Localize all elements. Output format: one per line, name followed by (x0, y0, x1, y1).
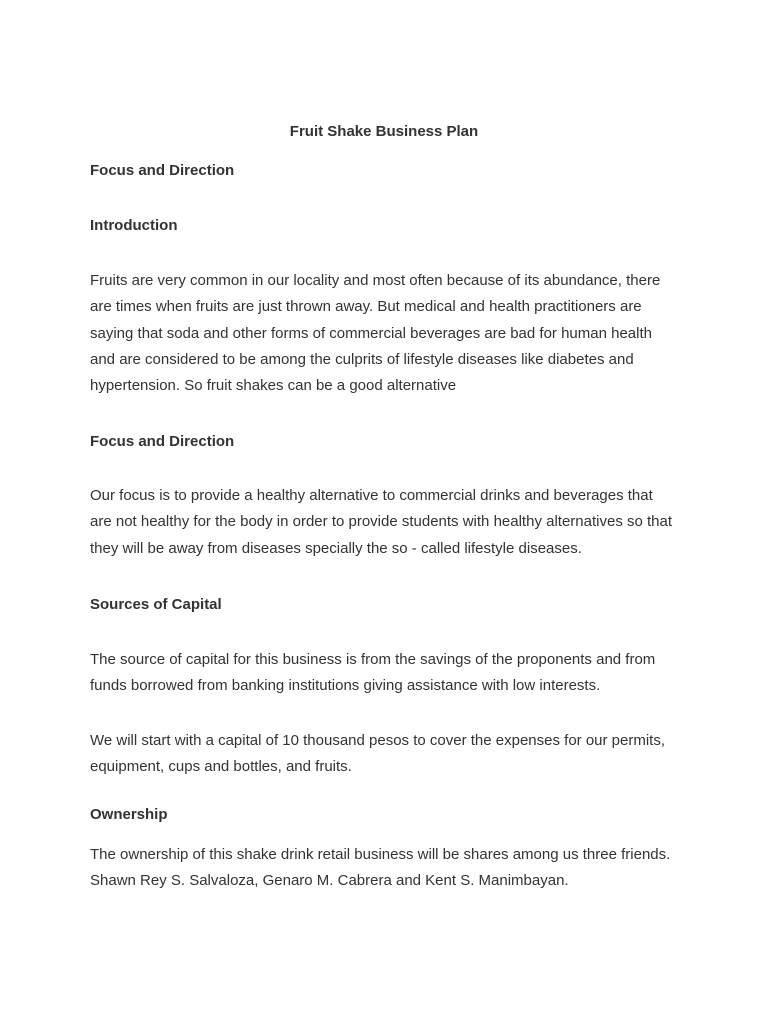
text-line: are times when fruits are just thrown away. But medical and health practitioners are (90, 298, 642, 316)
text-line: funds borrowed from banking institutions giving assistance with low interests. (90, 677, 601, 695)
text-line: and are considered to be among the culprits of lifestyle diseases like diabetes and (90, 350, 634, 368)
ownership-paragraph (90, 842, 690, 895)
introduction-paragraph (90, 268, 690, 399)
text-line: equipment, cups and bottles, and fruits. (90, 758, 352, 776)
document-title: Fruit Shake Business Plan (289, 123, 479, 140)
heading-focus-and-direction-top: Focus and Direction (90, 162, 235, 179)
text-line: The source of capital for this business is from the savings of the proponents and from (90, 651, 656, 668)
focus-paragraph (90, 483, 690, 562)
capital-paragraph-1 (90, 647, 690, 700)
text-line: hypertension. So fruit shakes can be a good alternative (90, 377, 457, 395)
heading-introduction: Introduction (90, 217, 178, 234)
text-line: The ownership of this shake drink retail business will be shares among us three friends. (90, 846, 671, 863)
text-line: are not healthy for the body in order to provide students with healthy alternatives so that (90, 513, 673, 531)
text-line: Shawn Rey S. Salvaloza, Genaro M. Cabrera and Kent S. Manimbayan. (90, 872, 569, 890)
text-line: Our focus is to provide a healthy alternative to commercial drinks and beverages that (90, 487, 653, 504)
heading-sources-of-capital: Sources of Capital (90, 596, 222, 613)
heading-ownership: Ownership (90, 806, 168, 823)
text-line: We will start with a capital of 10 thousand pesos to cover the expenses for our permits, (90, 732, 666, 749)
text-line: they will be away from diseases specially the so - called lifestyle diseases. (90, 539, 582, 557)
text-line: saying that soda and other forms of commercial beverages are bad for human health (90, 324, 652, 342)
text-line: Fruits are very common in our locality and most often because of its abundance, there (90, 272, 661, 289)
heading-focus-and-direction: Focus and Direction (90, 433, 235, 450)
capital-paragraph-2 (90, 728, 690, 781)
